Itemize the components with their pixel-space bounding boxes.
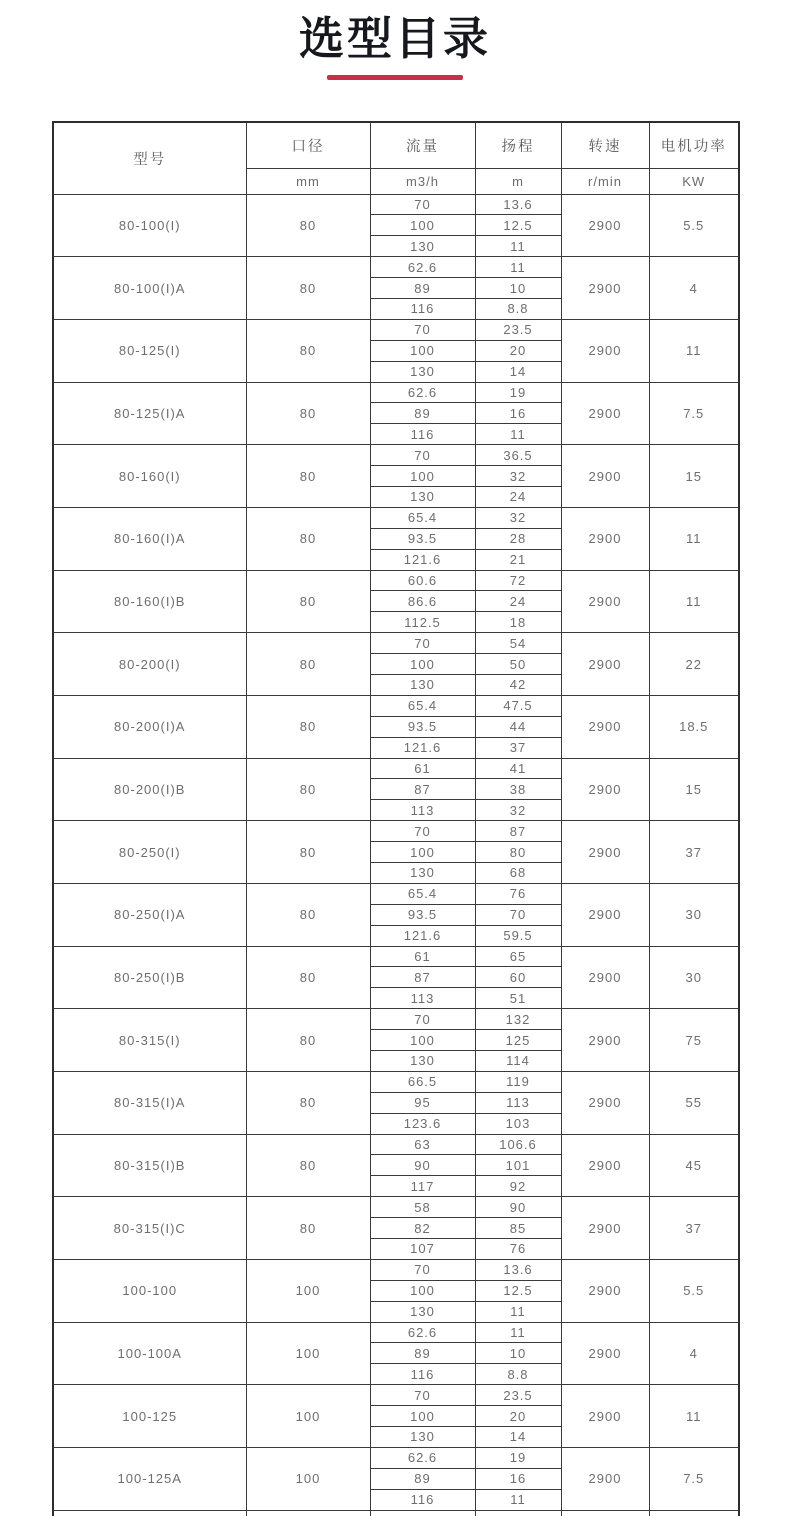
power-cell: 37 [649,821,739,884]
table-row [53,758,739,779]
diameter-cell: 100 [246,1259,370,1322]
table-row [53,257,739,278]
model-cell: 80-200(I)B [53,758,246,821]
head-cell: 20 [475,1406,561,1427]
model-cell: 80-315(I)A [53,1071,246,1134]
unit-power: KW [649,168,739,194]
table-row [53,194,739,215]
table-row [53,1259,739,1280]
table-row [53,1134,739,1155]
diameter-cell: 80 [246,570,370,633]
flow-cell: 113 [370,988,475,1009]
model-cell: 80-100(I) [53,194,246,257]
model-cell: 80-160(I)A [53,507,246,570]
speed-cell: 2900 [561,194,649,257]
head-cell: 92 [475,1176,561,1197]
power-cell: 30 [649,883,739,946]
flow-cell: 100 [370,466,475,487]
head-cell: 125 [475,1030,561,1051]
head-cell: 54 [475,633,561,654]
clipped-next-row [53,1510,739,1516]
table-row [53,946,739,967]
flow-cell: 130 [370,236,475,257]
speed-cell: 2900 [561,1071,649,1134]
diameter-cell: 80 [246,445,370,508]
head-cell: 24 [475,486,561,507]
power-cell: 5.5 [649,194,739,257]
head-cell: 11 [475,236,561,257]
speed-cell: 2900 [561,946,649,1009]
pump-selection-table [52,121,740,1516]
head-cell: 13.6 [475,1259,561,1280]
flow-cell: 123.6 [370,1113,475,1134]
table-row [53,507,739,528]
speed-cell: 2900 [561,445,649,508]
flow-cell: 117 [370,1176,475,1197]
diameter-cell: 80 [246,695,370,758]
flow-cell: 130 [370,863,475,884]
head-cell: 76 [475,1239,561,1260]
flow-cell: 100 [370,1280,475,1301]
head-cell: 11 [475,1301,561,1322]
diameter-cell: 80 [246,1197,370,1260]
power-cell: 75 [649,1009,739,1072]
flow-cell: 89 [370,1343,475,1364]
header-head: 扬程 [475,122,561,168]
model-cell: 80-160(I) [53,445,246,508]
flow-cell: 130 [370,486,475,507]
flow-cell: 62.6 [370,257,475,278]
flow-cell: 87 [370,779,475,800]
flow-cell: 70 [370,1385,475,1406]
unit-head: m [475,168,561,194]
head-cell: 37 [475,737,561,758]
model-cell: 80-200(I)A [53,695,246,758]
diameter-cell: 80 [246,946,370,1009]
flow-cell: 70 [370,821,475,842]
table-header [53,122,739,194]
power-cell: 55 [649,1071,739,1134]
flow-cell: 95 [370,1092,475,1113]
model-cell: 80-100(I)A [53,257,246,320]
table-row [53,633,739,654]
clipped-cell [246,1510,370,1516]
power-cell: 15 [649,445,739,508]
header-row [53,122,739,168]
speed-cell: 2900 [561,1447,649,1510]
head-cell: 41 [475,758,561,779]
head-cell: 18 [475,612,561,633]
head-cell: 16 [475,403,561,424]
speed-cell: 2900 [561,758,649,821]
flow-cell: 65.4 [370,883,475,904]
head-cell: 76 [475,883,561,904]
flow-cell: 93.5 [370,904,475,925]
diameter-cell: 80 [246,1071,370,1134]
diameter-cell: 80 [246,319,370,382]
power-cell: 22 [649,633,739,696]
power-cell: 4 [649,1322,739,1385]
flow-cell: 70 [370,1009,475,1030]
flow-cell: 86.6 [370,591,475,612]
flow-cell: 89 [370,278,475,299]
model-cell: 80-250(I)A [53,883,246,946]
head-cell: 68 [475,863,561,884]
flow-cell: 82 [370,1218,475,1239]
flow-cell: 116 [370,298,475,319]
flow-cell: 130 [370,1427,475,1448]
table-row [53,1322,739,1343]
header-diameter: 口径 [246,122,370,168]
speed-cell: 2900 [561,1134,649,1197]
clipped-cell [649,1510,739,1516]
table-row [53,695,739,716]
model-cell: 80-125(I)A [53,382,246,445]
head-cell: 32 [475,507,561,528]
flow-cell: 90 [370,1155,475,1176]
head-cell: 90 [475,1197,561,1218]
model-cell: 100-100A [53,1322,246,1385]
table-row [53,1447,739,1468]
table-row [53,821,739,842]
flow-cell: 89 [370,403,475,424]
head-cell: 19 [475,1447,561,1468]
power-cell: 18.5 [649,695,739,758]
head-cell: 36.5 [475,445,561,466]
head-cell: 65 [475,946,561,967]
model-cell: 80-200(I) [53,633,246,696]
speed-cell: 2900 [561,1259,649,1322]
diameter-cell: 80 [246,257,370,320]
flow-cell: 121.6 [370,737,475,758]
flow-cell: 116 [370,1364,475,1385]
flow-cell: 65.4 [370,695,475,716]
power-cell: 11 [649,1385,739,1448]
power-cell: 7.5 [649,1447,739,1510]
speed-cell: 2900 [561,695,649,758]
unit-flow: m3/h [370,168,475,194]
flow-cell: 113 [370,800,475,821]
head-cell: 8.8 [475,298,561,319]
model-cell: 80-250(I) [53,821,246,884]
diameter-cell: 80 [246,883,370,946]
head-cell: 113 [475,1092,561,1113]
head-cell: 19 [475,382,561,403]
flow-cell: 70 [370,445,475,466]
power-cell: 45 [649,1134,739,1197]
head-cell: 85 [475,1218,561,1239]
head-cell: 32 [475,800,561,821]
head-cell: 132 [475,1009,561,1030]
flow-cell: 121.6 [370,925,475,946]
head-cell: 103 [475,1113,561,1134]
flow-cell: 61 [370,946,475,967]
table-row [53,382,739,403]
head-cell: 42 [475,674,561,695]
head-cell: 14 [475,1427,561,1448]
flow-cell: 100 [370,1406,475,1427]
head-cell: 51 [475,988,561,1009]
model-cell: 100-100 [53,1259,246,1322]
diameter-cell: 80 [246,382,370,445]
flow-cell: 58 [370,1197,475,1218]
model-cell: 80-250(I)B [53,946,246,1009]
model-cell: 80-160(I)B [53,570,246,633]
page-title: 选型目录 [298,13,491,64]
flow-cell: 100 [370,842,475,863]
diameter-cell: 80 [246,633,370,696]
speed-cell: 2900 [561,319,649,382]
table-row [53,570,739,591]
speed-cell: 2900 [561,1009,649,1072]
power-cell: 5.5 [649,1259,739,1322]
table-row [53,1197,739,1218]
diameter-cell: 80 [246,194,370,257]
head-cell: 32 [475,466,561,487]
speed-cell: 2900 [561,1197,649,1260]
table-body [53,194,739,1516]
flow-cell: 63 [370,1134,475,1155]
flow-cell: 116 [370,424,475,445]
flow-cell: 100 [370,215,475,236]
head-cell: 47.5 [475,695,561,716]
head-cell: 38 [475,779,561,800]
model-cell: 100-125 [53,1385,246,1448]
power-cell: 4 [649,257,739,320]
head-cell: 23.5 [475,319,561,340]
speed-cell: 2900 [561,507,649,570]
flow-cell: 70 [370,633,475,654]
flow-cell: 61 [370,758,475,779]
diameter-cell: 80 [246,507,370,570]
head-cell: 21 [475,549,561,570]
diameter-cell: 80 [246,1134,370,1197]
head-cell: 11 [475,1489,561,1510]
flow-cell: 100 [370,340,475,361]
header-power: 电机功率 [649,122,739,168]
clipped-cell [475,1510,561,1516]
speed-cell: 2900 [561,382,649,445]
diameter-cell: 100 [246,1322,370,1385]
flow-cell: 70 [370,194,475,215]
table-row [53,319,739,340]
head-cell: 24 [475,591,561,612]
power-cell: 30 [649,946,739,1009]
model-cell: 80-125(I) [53,319,246,382]
head-cell: 80 [475,842,561,863]
head-cell: 14 [475,361,561,382]
clipped-cell [561,1510,649,1516]
power-cell: 11 [649,570,739,633]
speed-cell: 2900 [561,1322,649,1385]
diameter-cell: 80 [246,821,370,884]
table-row [53,1071,739,1092]
model-cell: 80-315(I)C [53,1197,246,1260]
head-cell: 50 [475,654,561,675]
head-cell: 114 [475,1051,561,1072]
head-cell: 119 [475,1071,561,1092]
flow-cell: 62.6 [370,1322,475,1343]
model-cell: 80-315(I) [53,1009,246,1072]
table-row [53,1385,739,1406]
head-cell: 11 [475,1322,561,1343]
flow-cell: 130 [370,1301,475,1322]
table-row [53,445,739,466]
diameter-cell: 100 [246,1385,370,1448]
header-flow: 流量 [370,122,475,168]
speed-cell: 2900 [561,1385,649,1448]
flow-cell: 62.6 [370,1447,475,1468]
head-cell: 11 [475,424,561,445]
head-cell: 13.6 [475,194,561,215]
head-cell: 72 [475,570,561,591]
clipped-cell [370,1510,475,1516]
flow-cell: 116 [370,1489,475,1510]
head-cell: 44 [475,716,561,737]
diameter-cell: 100 [246,1447,370,1510]
head-cell: 12.5 [475,215,561,236]
head-cell: 8.8 [475,1364,561,1385]
flow-cell: 130 [370,1051,475,1072]
flow-cell: 100 [370,1030,475,1051]
head-cell: 60 [475,967,561,988]
header-speed: 转速 [561,122,649,168]
head-cell: 10 [475,1343,561,1364]
unit-speed: r/min [561,168,649,194]
speed-cell: 2900 [561,257,649,320]
head-cell: 11 [475,257,561,278]
flow-cell: 112.5 [370,612,475,633]
table-row [53,1009,739,1030]
unit-diameter: mm [246,168,370,194]
clipped-cell [53,1510,246,1516]
power-cell: 11 [649,319,739,382]
head-cell: 16 [475,1468,561,1489]
flow-cell: 93.5 [370,716,475,737]
flow-cell: 62.6 [370,382,475,403]
head-cell: 101 [475,1155,561,1176]
head-cell: 106.6 [475,1134,561,1155]
power-cell: 15 [649,758,739,821]
head-cell: 87 [475,821,561,842]
flow-cell: 93.5 [370,528,475,549]
speed-cell: 2900 [561,883,649,946]
header-model: 型号 [53,122,246,194]
flow-cell: 65.4 [370,507,475,528]
diameter-cell: 80 [246,758,370,821]
power-cell: 7.5 [649,382,739,445]
diameter-cell: 80 [246,1009,370,1072]
head-cell: 10 [475,278,561,299]
power-cell: 37 [649,1197,739,1260]
flow-cell: 130 [370,674,475,695]
head-cell: 70 [475,904,561,925]
head-cell: 20 [475,340,561,361]
flow-cell: 66.5 [370,1071,475,1092]
speed-cell: 2900 [561,570,649,633]
head-cell: 59.5 [475,925,561,946]
model-cell: 80-315(I)B [53,1134,246,1197]
flow-cell: 70 [370,319,475,340]
flow-cell: 60.6 [370,570,475,591]
model-cell: 100-125A [53,1447,246,1510]
flow-cell: 70 [370,1259,475,1280]
table-row [53,883,739,904]
speed-cell: 2900 [561,821,649,884]
speed-cell: 2900 [561,633,649,696]
power-cell: 11 [649,507,739,570]
flow-cell: 89 [370,1468,475,1489]
head-cell: 28 [475,528,561,549]
head-cell: 23.5 [475,1385,561,1406]
flow-cell: 107 [370,1239,475,1260]
flow-cell: 100 [370,654,475,675]
page-header [0,0,790,80]
head-cell: 12.5 [475,1280,561,1301]
flow-cell: 87 [370,967,475,988]
title-underline-accent [327,75,463,80]
flow-cell: 130 [370,361,475,382]
flow-cell: 121.6 [370,549,475,570]
